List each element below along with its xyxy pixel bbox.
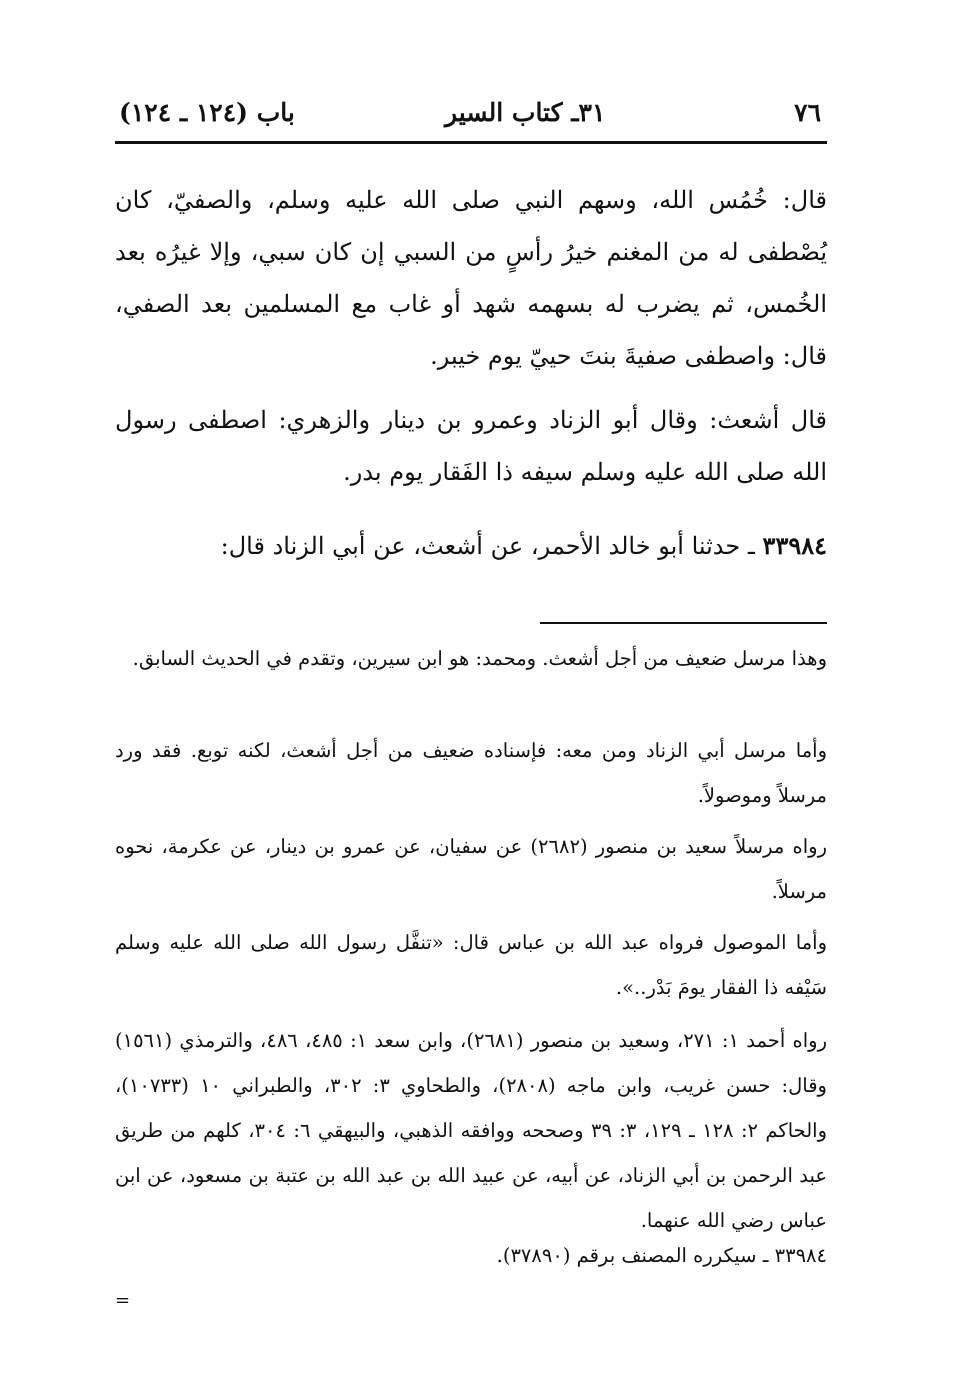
footnote-separator <box>540 622 827 624</box>
hadith-text: ـ حدثنا أبو خالد الأحمر، عن أشعث، عن أبي الزناد قال: <box>220 532 755 560</box>
chapter-range: باب (١٢٤ ـ ١٢٤) <box>119 98 295 127</box>
book-title: ٣١ـ كتاب السير <box>445 98 606 127</box>
header-rule <box>115 141 827 144</box>
running-header <box>115 96 827 130</box>
footnote-2: وأما مرسل أبي الزناد ومن معه: فإسناده ضعيف من أجل أشعث، لكنه توبع. فقد ورد مرسلاً وموصولاً. <box>115 739 827 807</box>
body-paragraph-1: قال: خُمُس الله، وسهم النبي صلى الله عليه وسلم، والصفيّ، كان يُصْطفى له من المغنم خيرُ رأسٍ من السبي إن كان سبي، وإلا غيرُه بعد الخُمس، ثم يضرب له بسهمه شهد أو غاب مع المسلمين بعد الصفي، قال: واصطفى صفيةَ بنتَ حييّ يوم خيبر. <box>115 186 827 370</box>
hadith-number: ٣٣٩٨٤ <box>762 531 827 560</box>
footnote-5: رواه أحمد ١: ٢٧١، وسعيد بن منصور (٢٦٨١)، وابن سعد ١: ٤٨٥، ٤٨٦، والترمذي (١٥٦١) وقال: حسن غريب، وابن ماجه (٢٨٠٨)، والطحاوي ٣: ٣٠٢، والطبراني ١٠ (١٠٧٣٣)، والحاكم ٢: ١٢٨ ـ ١٢٩، ٣: ٣٩ وصححه ووافقه الذهبي، والبيهقي ٦: ٣٠٤، كلهم من طريق عبد الرحمن بن أبي الزناد، عن أبيه، عن عبيد الله بن عبد الله بن عتبة بن مسعود، عن ابن عباس رضي الله عنهما. <box>115 1029 827 1232</box>
continuation-mark: = <box>115 1290 131 1311</box>
footnote-4: وأما الموصول فرواه عبد الله بن عباس قال: «تنفَّل رسول الله صلى الله عليه وسلم سَيْفه ذا الفقار يومَ بَدْر..». <box>115 931 827 999</box>
footnote-1: وهذا مرسل ضعيف من أجل أشعث. ومحمد: هو ابن سيرين، وتقدم في الحديث السابق. <box>132 647 827 670</box>
footnote-6: ٣٣٩٨٤ ـ سيكرره المصنف برقم (٣٧٨٩٠). <box>496 1244 827 1267</box>
hadith-paragraph <box>115 520 827 572</box>
footnote-3: رواه مرسلاً سعيد بن منصور (٢٦٨٢) عن سفيان، عن عمرو بن دينار، عن عكرمة، نحوه مرسلاً. <box>115 835 827 903</box>
body-paragraph-2: قال أشعث: وقال أبو الزناد وعمرو بن دينار والزهري: اصطفى رسول الله صلى الله عليه وسلم سيفه ذا الفَقار يوم بدر. <box>115 406 827 486</box>
page-number: ٧٦ <box>794 98 821 127</box>
